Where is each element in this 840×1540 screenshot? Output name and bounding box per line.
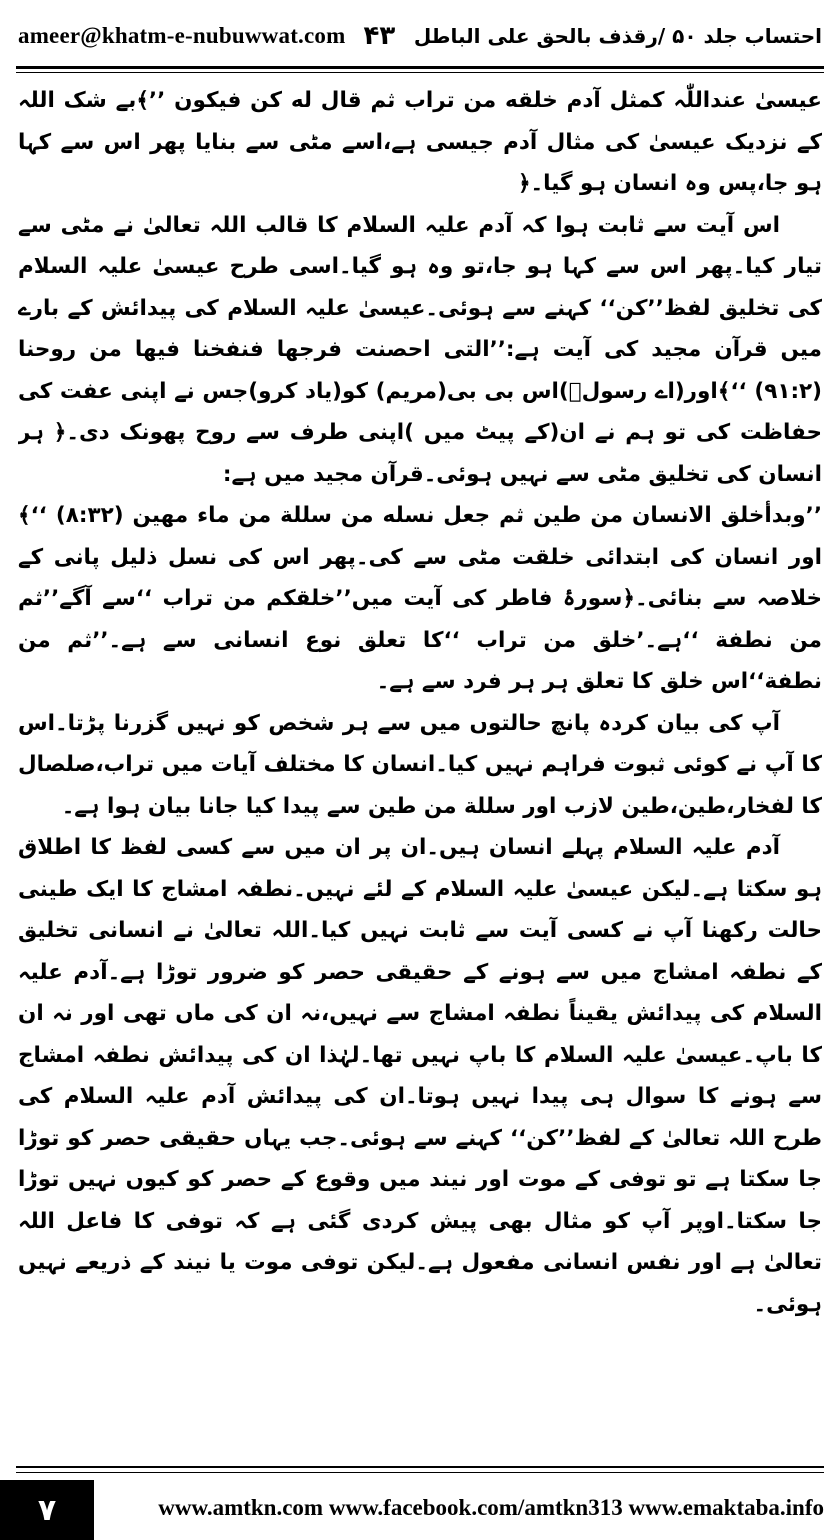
header-divider <box>16 66 824 69</box>
page-number: ۴۳ <box>363 21 396 51</box>
page-footer <box>0 1480 840 1540</box>
page-header <box>18 12 822 60</box>
paragraph-5: آدم علیہ السلام پہلے انسان ہیں۔ان پر ان میں سے کسی لفظ کا اطلاق ہو سکتا ہے۔لیکن عیسیٰ علیہ السلام کے لئے نہیں۔نطفہ امشاج کا ایک طینی حالت رکھنا آپ نے کسی آیت سے ثابت نہیں کیا۔اللہ تعالیٰ نے انسانی تخلیق کے نطفہ امشاج میں سے ہونے کے حقیقی حصر کو ضرور توڑا ہے۔آدم علیہ السلام کی پیدائش یقیناً نطفہ امشاج سے نہیں،نہ ان کی ماں تھی اور نہ ان کا باپ۔عیسیٰ علیہ السلام کا باپ نہیں تھا۔لہٰذا ان کی پیدائش نطفہ امشاج سے ہونے کا سوال ہی پیدا نہیں ہوتا۔ان کی پیدائش آدم علیہ السلام کی طرح اللہ تعالیٰ کے لفظ’’کن‘‘ کہنے سے ہوئی۔جب یہاں حقیقی حصر کو توڑا جا سکتا ہے تو توفی کے موت اور نیند میں وقوع کے حصر کو کیوں نہیں توڑا جا سکتا۔اوپر آپ کو مثال بھی پیش کردی گئی ہے کہ توفی کا فاعل اللہ تعالیٰ ہے اور نفس انسانی مفعول ہے۔لیکن توفی موت یا نیند کے ذریعے نہیں ہوئی۔ <box>18 835 822 1317</box>
footer-divider <box>16 1466 824 1468</box>
footer-page-marker <box>0 1480 94 1540</box>
footer-links[interactable]: www.amtkn.com www.facebook.com/amtkn313 www.emaktaba.info <box>158 1495 824 1520</box>
paragraph-1: عیسیٰ عنداللّٰہ کمثل آدم خلقه من تراب ثم قال له کن فیکون ’’﴾بے شک اللہ کے نزدیک عیسیٰ کی مثال آدم جیسی ہے،اسے مٹی سے بنایا پھر اس سے کہا ہو جا،پس وہ انسان ہو گیا۔﴿ <box>18 88 822 196</box>
page-body <box>18 80 822 1444</box>
footer-page-marker-text: ۷ <box>37 1492 57 1528</box>
paragraph-2: اس آیت سے ثابت ہوا کہ آدم علیہ السلام کا قالب اللہ تعالیٰ نے مٹی سے تیار کیا۔پھر اس سے کہا ہو جا،تو وہ ہو گیا۔اسی طرح عیسیٰ علیہ السلام کی تخلیق لفظ’’کن‘‘ کہنے سے ہوئی۔عیسیٰ علیہ السلام کی پیدائش کے بارے میں قرآن مجید کی آیت ہے:’’التی احصنت فرجھا فنفخنا فیھا من روحنا (۹۱:۲) ‘‘﴾اور(اے رسولؐ)اس بی بی(مریم) کو(یاد کرو)جس نے اپنی عفت کی حفاظت کی تو ہم نے ان(کے پیٹ میں )اپنی طرف سے روح پھونک دی۔﴿ ہر انسان کی تخلیق مٹی سے نہیں ہوئی۔قرآن مجید میں ہے: <box>18 212 822 487</box>
book-title: احتساب جلد ۵۰ /رقذف بالحق علی الباطل <box>413 24 822 48</box>
header-left-group <box>18 21 395 51</box>
header-email: ameer@khatm-e-nubuwwat.com <box>18 23 346 48</box>
paragraph-3: ’’وبدأخلق الانسان من طین ثم جعل نسله من سللة من ماء مھین (۸:۳۲) ‘‘﴾اور انسان کی ابتدائی خلقت مٹی سے کی۔پھر اس کی نسل ذلیل پانی کے خلاصہ سے بنائی۔﴿سورۂ فاطر کی آیت میں’’خلقکم من تراب ‘‘سے آگے’’ثم من نطفة ‘‘ہے۔’خلق من تراب ‘‘کا تعلق نوع انسانی سے ہے۔’’ثم من نطفة‘‘اس خلق کا تعلق ہر ہر فرد سے ہے۔ <box>18 503 822 694</box>
paragraph-4: آپ کی بیان کردہ پانچ حالتوں میں سے ہر شخص کو نہیں گزرنا پڑتا۔اس کا آپ نے کوئی ثبوت فراہم نہیں کیا۔انسان کا مختلف آیات میں تراب،صلصال کا لفخار،طین،طین لازب اور سللة من طین سے پیدا کیا جانا بیان ہوا ہے۔ <box>18 710 822 819</box>
